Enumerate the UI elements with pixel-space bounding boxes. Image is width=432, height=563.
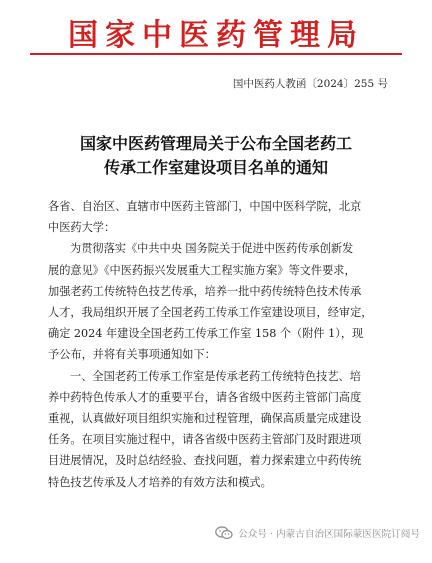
wechat-icon bbox=[215, 526, 233, 540]
title-line-1: 国家中医药管理局关于公布全国老药工 bbox=[79, 134, 352, 153]
addressee-line-2: 中医药大学： bbox=[48, 221, 116, 235]
watermark-text: 公众号 · 内蒙古自治区国际蒙医医院订阅号 bbox=[238, 529, 420, 540]
addressee-line-1: 各省、自治区、直辖市中医药主管部门，中国中医科学院，北京 bbox=[48, 200, 362, 213]
paragraph-2-line-5: 目进展情况，及时总结经验、查找问题，着力探索建立中药传统 bbox=[48, 454, 362, 468]
paragraph-1-line-4: 人才，我局组织开展了全国老药工传承工作室建设项目，经审定， bbox=[48, 306, 373, 320]
paragraph-2-line-2: 养中药特色传承人才的重要平台，请各省级中医药主管部门高度 bbox=[48, 390, 362, 404]
paragraph-1 bbox=[48, 238, 386, 365]
paragraph-1-line-5: 确定 2024 年建设全国老药工传承工作室 158 个（附件 1），现 bbox=[48, 327, 364, 341]
red-separator-line bbox=[30, 53, 402, 55]
paragraph-2-line-4: 任务。在项目实施过程中，请各省级中医药主管部门及时跟进项 bbox=[48, 433, 362, 447]
document-number: 国中医药人教函〔2024〕255 号 bbox=[232, 78, 388, 90]
paragraph-2-line-6: 特色技艺传承及人才培养的有效方法和模式。 bbox=[48, 475, 272, 489]
addressee bbox=[48, 196, 386, 238]
title-line-2: 传承工作室建设项目名单的通知 bbox=[103, 158, 328, 177]
paragraph-2-line-1: 一、全国老药工传承工作室是传承老药工传统特色技艺、培 bbox=[70, 369, 361, 383]
paragraph-1-line-2: 展的意见》《中医药振兴发展重大工程实施方案》等文件要求， bbox=[48, 263, 356, 277]
document-body bbox=[48, 196, 386, 493]
masthead-title: 国家中医药管理局 bbox=[68, 18, 364, 53]
paragraph-1-line-1: 为贯彻落实《中共中央 国务院关于促进中医药传承创新发 bbox=[70, 242, 354, 256]
document-title bbox=[0, 132, 432, 180]
wechat-watermark bbox=[215, 525, 420, 541]
paragraph-1-line-6: 予公布，并将有关事项通知如下： bbox=[48, 348, 216, 362]
paragraph-2-line-3: 重视，认真做好项目组织实施和过程管理，确保高质量完成建设 bbox=[48, 412, 362, 426]
paragraph-1-line-3: 加强老药工传统特色技艺传承，培养一批中药传统特色技术传承 bbox=[48, 284, 362, 298]
paragraph-2 bbox=[48, 366, 386, 493]
